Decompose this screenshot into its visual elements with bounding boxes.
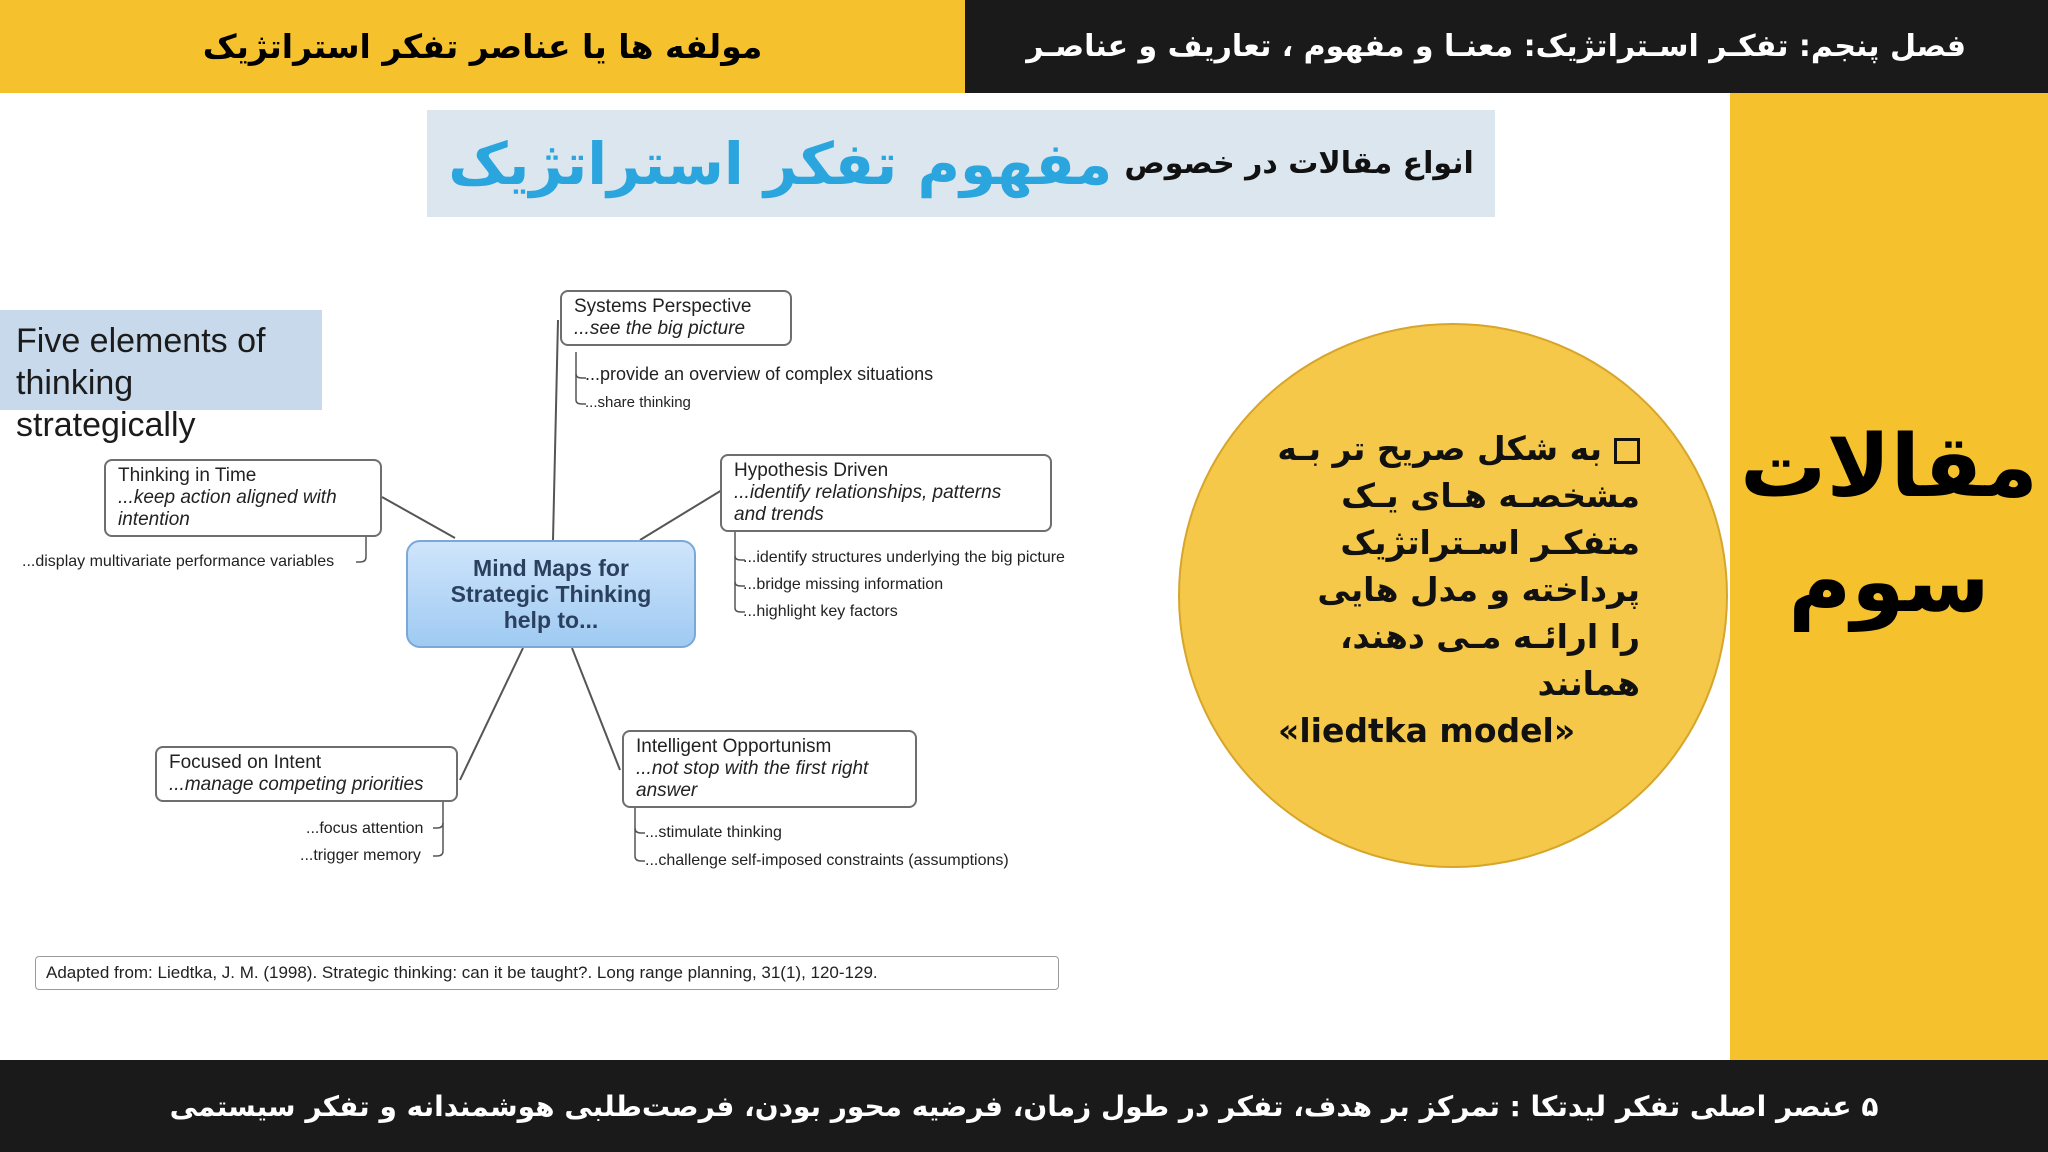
bracket-intent-1 (433, 800, 443, 828)
connector-opportunism (572, 648, 620, 770)
node-subtitle: ...keep action aligned with intention (118, 487, 337, 530)
circle-line-3: متفکـر اسـتراتژیک (1340, 523, 1640, 562)
node-subtitle: ...manage competing priorities (169, 774, 424, 795)
leaf-item: ...challenge self-imposed constraints (assumptions) (645, 852, 1009, 869)
slide-title-small: انواع مقالات در خصوص (1124, 146, 1474, 181)
five-elements-line1: Five elements of (16, 322, 266, 360)
leaf-item: ...stimulate thinking (645, 824, 782, 841)
node-intelligent-opportunism (622, 730, 917, 808)
node-systems-perspective (560, 290, 792, 346)
node-title: Intelligent Opportunism (636, 736, 832, 757)
node-subtitle: ...not stop with the first right answer (636, 758, 869, 801)
connector-time (382, 497, 455, 538)
node-title: Hypothesis Driven (734, 460, 889, 481)
bracket-time-1 (356, 535, 366, 562)
node-thinking-in-time (104, 459, 382, 537)
five-elements-line2: thinking strategically (16, 364, 196, 444)
side-title-line1: مقالات (1740, 417, 2038, 517)
footer-text: ۵ عنصر اصلی تفکر لیدتکا : تمرکز بر هدف، تفکر در طول زمان، فرضیه محور بودن، فرصت‌طلبی هوشمندانه و تفکر سیستمی (169, 1089, 1879, 1123)
citation: Adapted from: Liedtka, J. M. (1998). Strategic thinking: can it be taught?. Long range planning, 31(1), 120-129. (35, 956, 1059, 990)
connector-hypothesis (640, 490, 722, 540)
connector-intent (460, 648, 523, 780)
center-line3: help to... (503, 607, 599, 633)
circle-line-1 (1268, 425, 1640, 472)
leaf-item: ...highlight key factors (743, 603, 898, 620)
leaf-item: ...identify structures underlying the big picture (743, 549, 1065, 566)
leaf-item: ...share thinking (585, 394, 691, 411)
bracket-opp-1 (635, 808, 645, 833)
leaf-item: ...provide an overview of complex situations (585, 364, 934, 384)
leaf-item: ...focus attention (306, 820, 424, 837)
side-panel-title (1730, 410, 2048, 640)
circle-text (1268, 425, 1640, 754)
circle-line-6: همانند (1537, 664, 1640, 703)
mind-map-center (406, 540, 696, 648)
node-subtitle: ...see the big picture (574, 318, 746, 339)
footer-bar (0, 1060, 2048, 1152)
circle-line-4: پرداخته و مدل هایی (1317, 570, 1640, 609)
chapter-title: فصل پنجم: تفکـر اسـتراتژیک: معنـا و مفهوم ، تعاریف و عناصـر (1026, 29, 1966, 64)
section-title: مولفه ها یا عناصر تفکر استراتژیک (202, 27, 763, 66)
node-title: Thinking in Time (118, 465, 257, 486)
node-title: Focused on Intent (169, 752, 322, 773)
circle-model-name: «liedtka model» (1278, 711, 1576, 750)
node-title: Systems Perspective (574, 296, 752, 317)
slide-title-big: مفهوم تفکر استراتژیک (448, 129, 1113, 198)
side-title-line2: سوم (1788, 532, 1990, 632)
node-hypothesis-driven (720, 454, 1052, 532)
node-focused-on-intent (155, 746, 458, 802)
circle-line-1-text: به شکل صریح تر بـه (1277, 429, 1602, 468)
connector-systems (553, 320, 558, 540)
checkbox-bullet-icon (1614, 438, 1640, 464)
leaf-item: ...trigger memory (300, 847, 421, 864)
node-subtitle: ...identify relationships, patterns and trends (734, 482, 1002, 525)
circle-line-2: مشخصـه هـای یـک (1341, 476, 1640, 515)
leaf-item: ...bridge missing information (743, 576, 944, 593)
center-line1: Mind Maps for (473, 555, 629, 581)
circle-line-5: را ارائـه مـی دهند، (1339, 617, 1640, 656)
center-line2: Strategic Thinking (450, 581, 652, 607)
leaf-item: ...display multivariate performance variables (22, 553, 335, 570)
